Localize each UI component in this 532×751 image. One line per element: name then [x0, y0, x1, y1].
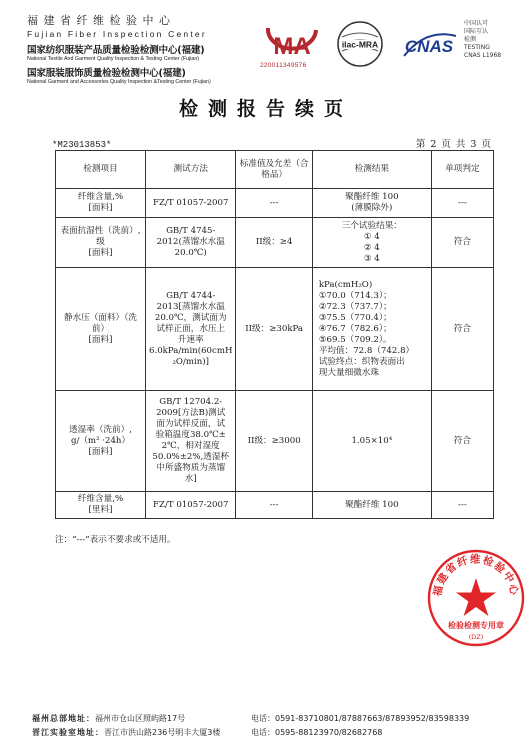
test-item-cell: [56, 492, 146, 519]
standard-cell: II级：≥3000: [236, 391, 312, 492]
cell-line: ②72.3（737.7）；: [318, 301, 392, 312]
cell-line: 面为试样反面，试: [156, 419, 226, 429]
hq-phone-block: [251, 712, 469, 726]
cnas-accreditation-text: [464, 20, 501, 60]
column-header: 检测项目: [56, 151, 146, 189]
lab-phone-label: 电话：: [251, 728, 275, 737]
cell-line: g/（m² ·24h）: [70, 435, 131, 446]
center-name-1-cn: 国家纺织服装产品质量检验检测中心(福建): [27, 45, 205, 56]
cell-line: GB/T 4745-: [166, 226, 216, 236]
cell-line: 20.0℃): [174, 248, 207, 258]
cell-line: 聚酯纤维 100: [345, 499, 399, 510]
results-table: [55, 150, 494, 519]
test-item-cell: [56, 391, 146, 492]
test-item-cell: [56, 268, 146, 391]
test-item-cell: [56, 218, 146, 268]
cell-line: [面料]: [88, 334, 113, 345]
test-method-cell: [146, 391, 236, 492]
column-header: 标准值及允差（合格品）: [236, 151, 312, 189]
lab-address-label: 晋江实验室地址：: [32, 728, 104, 737]
accreditation-logos: [258, 18, 520, 76]
cell-line: [面料]: [88, 446, 113, 457]
cnas-text-line: 中国认可: [464, 20, 489, 27]
cell-line: 1.05×10⁴: [351, 435, 393, 446]
table-row: [56, 268, 494, 391]
cma-logo-text: MA: [273, 33, 311, 60]
cell-line: 透湿率（洗前）,: [69, 424, 132, 435]
table-row: [56, 492, 494, 519]
cnas-logo-icon: [396, 28, 462, 62]
cnas-logo-text: CNAS: [404, 37, 454, 56]
column-header: 检测结果: [312, 151, 431, 189]
lab-address: 晋江市洪山路236号明丰大厦3楼: [104, 728, 221, 737]
verdict-cell: 符合: [431, 268, 493, 391]
cell-line: ② 4: [363, 242, 380, 253]
verdict-cell: ---: [431, 189, 493, 218]
table-row: [56, 391, 494, 492]
result-cell: [312, 268, 431, 391]
cell-line: (薄膜除外): [351, 203, 393, 213]
test-method-cell: [146, 492, 236, 519]
cnas-text-line: CNAS L1968: [464, 52, 502, 59]
footer: [0, 712, 532, 740]
cell-line: [里料]: [88, 505, 113, 515]
cell-line: ③75.5（770.4）；: [318, 312, 392, 323]
cell-line: 2013[蒸馏水水温: [156, 301, 225, 312]
ilac-mra-logo-icon: [336, 20, 384, 68]
cell-line: ₂O/min)]: [172, 356, 209, 367]
result-cell: [312, 218, 431, 268]
inspection-seal-icon: [426, 548, 526, 648]
lab-address-block: [32, 726, 220, 740]
org-name-en: Fujian Fiber Inspection Center: [27, 29, 207, 39]
cell-line: kPa(cmH₂O): [318, 279, 373, 290]
cell-line: 验箱温度38.0℃±: [155, 430, 226, 440]
cma-number: 220011349576: [260, 62, 307, 69]
cell-line: 20.0℃，测试面为: [154, 312, 227, 323]
hq-address-block: [32, 712, 185, 726]
standard-cell: II级：≥4: [236, 218, 312, 268]
cell-line: 50.0%±2%,透湿杯: [152, 452, 230, 462]
table-row: [56, 189, 494, 218]
standard-cell: II级：≥30kPa: [236, 268, 312, 391]
lab-phone: 0595-88123970/82682768: [275, 728, 383, 737]
footer-row-hq: [0, 712, 532, 726]
hq-address: 福州市仓山区照屿路17号: [95, 714, 186, 723]
result-cell: [312, 189, 431, 218]
column-header: 测试方法: [146, 151, 236, 189]
cell-line: [面料]: [88, 248, 113, 258]
hq-phone-label: 电话：: [251, 714, 275, 723]
verdict-cell: 符合: [431, 391, 493, 492]
cell-line: 纤维含量,%: [77, 192, 124, 202]
ilac-mra-text: ilac-MRA: [341, 39, 379, 50]
lab-phone-block: [251, 726, 382, 740]
cell-line: ④76.7（782.6）；: [318, 323, 392, 334]
cell-line: 试验终点：织物表面出: [318, 356, 405, 367]
seal-line-1: 检验检测专用章: [448, 621, 504, 630]
cell-line: 水]: [184, 474, 197, 484]
cell-line: GB/T 4744-: [166, 290, 216, 301]
standard-cell: ---: [236, 492, 312, 519]
organization-header: [27, 12, 257, 85]
center-name-2-cn: 国家服装服饰质量检验检测中心(福建): [27, 68, 186, 79]
report-title: 检测报告续页: [178, 98, 353, 120]
cell-line: [面料]: [88, 203, 113, 213]
cell-line: ①70.0（714.3）；: [318, 290, 392, 301]
standard-cell: ---: [236, 189, 312, 218]
cell-line: 聚酯纤维 100: [345, 192, 399, 202]
cell-line: 6.0kPa/min(60cmH: [149, 345, 233, 356]
test-method-cell: [146, 218, 236, 268]
column-header: 单项判定: [431, 151, 493, 189]
cell-line: 平均值：72.8（742.8）: [318, 345, 415, 356]
cell-line: 现大量细微水珠: [318, 367, 379, 378]
center-name-2-en: National Garment and Accessories Quality Inspection &Testing Center (Fujian): [27, 79, 211, 85]
hq-address-label: 福州总部地址：: [32, 714, 95, 723]
cell-line: 表面抗湿性（洗前）,级: [60, 226, 141, 247]
cell-line: GB/T 12704.2-: [159, 397, 223, 407]
cell-line: 静水压（面料）（洗前）: [63, 312, 138, 334]
cell-line: ⑤69.5（709.2）。: [318, 334, 392, 345]
cell-line: 纤维含量,%: [77, 494, 124, 504]
cell-line: 试样正面，水压上: [156, 323, 226, 334]
footer-row-lab: [0, 726, 532, 740]
cell-line: 中所盛物质为蒸馏: [156, 463, 226, 473]
seal-ring-text: 福建省纤维检验中心: [431, 553, 521, 598]
cnas-text-line: TESTING: [464, 44, 490, 51]
cell-line: 升速率: [177, 334, 204, 345]
cell-line: FZ/T 01057-2007: [153, 197, 229, 208]
cnas-text-line: 国际互认: [464, 28, 489, 35]
result-cell: [312, 492, 431, 519]
cell-line: ③ 4: [363, 253, 380, 264]
cell-line: 三个试验结果：: [341, 220, 402, 231]
verdict-cell: ---: [431, 492, 493, 519]
table-note: 注：“---”表示不要求或不适用。: [55, 535, 176, 545]
seal-line-2: (DZ): [468, 633, 484, 641]
cell-line: 2012(蒸馏水水温: [156, 237, 225, 247]
table-row: [56, 218, 494, 268]
test-method-cell: [146, 189, 236, 218]
test-method-cell: [146, 268, 236, 391]
result-cell: [312, 391, 431, 492]
cell-line: FZ/T 01057-2007: [153, 499, 229, 510]
cell-line: 2009[方法B)测试: [156, 408, 226, 418]
hq-phone: 0591-83710801/87887663/87893952/83598339: [275, 714, 470, 723]
center-name-1-en: National Textile And Garment Quality Inspection & Testing Center (Fujian): [27, 56, 200, 62]
verdict-cell: 符合: [431, 218, 493, 268]
table-header-row: [56, 151, 494, 189]
org-name-cn: 福建省纤维检验中心: [27, 14, 176, 27]
cnas-text-line: 检测: [464, 36, 477, 43]
report-number: *M23013853*: [52, 140, 112, 150]
cell-line: 2℃，相对湿度: [161, 441, 220, 451]
page-indicator: 第 2 页 共 3 页: [415, 139, 492, 150]
test-item-cell: [56, 189, 146, 218]
cell-line: ① 4: [363, 231, 380, 242]
